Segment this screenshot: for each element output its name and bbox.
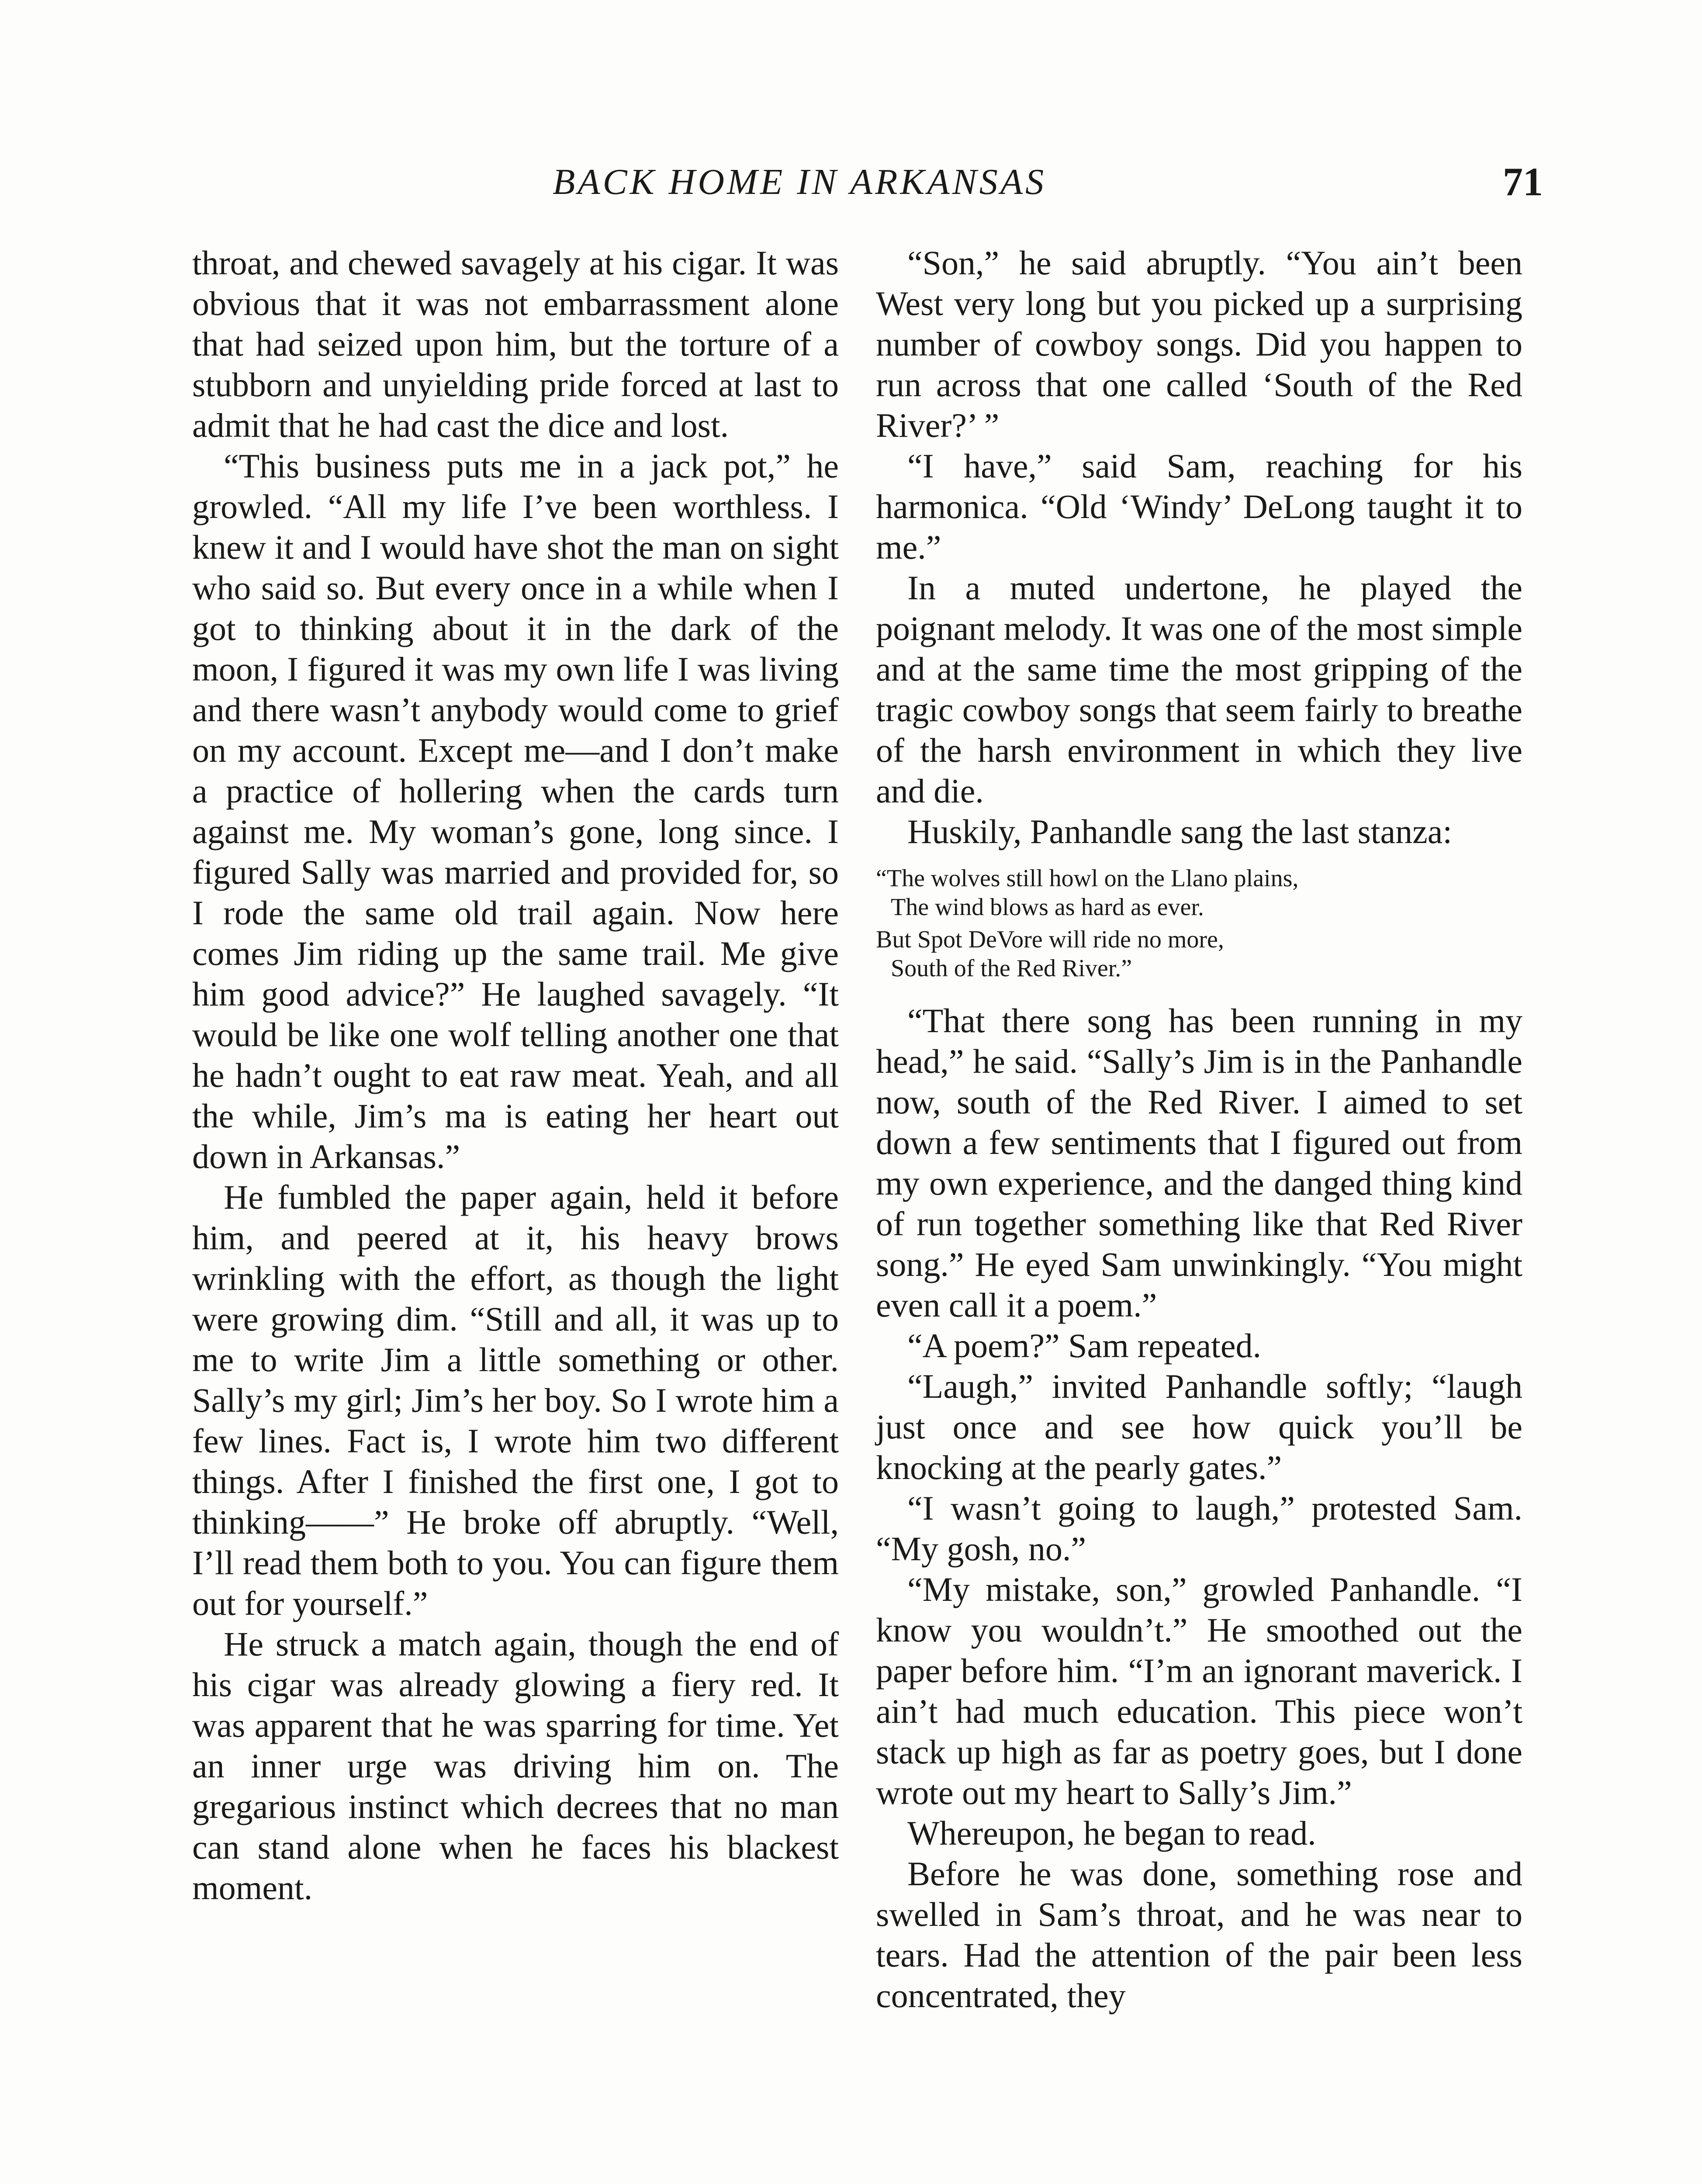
verse-line: The wind blows as hard as ever. (891, 894, 1204, 921)
paragraph: “Son,” he said abruptly. “You ain’t been West very long but you picked up a surprising number of cowboy songs. Did you happen to run across that one called ‘South of the Red River?’ ” (876, 244, 1522, 444)
right-column (876, 242, 1522, 2016)
verse-line: “The wolves still howl on the Llano plains, (876, 865, 1299, 892)
verse-line: South of the Red River.” (891, 955, 1132, 982)
paragraph: throat, and chewed savagely at his cigar. It was obvious that it was not embarrassment alone that had seized upon him, but the torture of a stubborn and unyielding pride forced at last to admit that he had cast the dice and lost. (192, 244, 839, 444)
paragraph: “Laugh,” invited Panhandle softly; “laugh just once and see how quick you’ll be knocking at the pearly gates.” (876, 1367, 1522, 1486)
paragraph: “My mistake, son,” growled Panhandle. “I know you wouldn’t.” He smoothed out the paper before him. “I’m an ignorant maverick. I ain’t had much education. This piece won’t stack up high as far as poetry goes, but I done wrote out my heart to Sally’s Jim.” (876, 1570, 1522, 1811)
paragraph: “That there song has been running in my head,” he said. “Sally’s Jim is in the Panhandle now, south of the Red River. I aimed to set down a few sentiments that I figured out from my own experience, and the danged thing kind of run together something like that Red River song.” He eyed Sam unwinkingly. “You might even call it a poem.” (876, 1002, 1522, 1324)
paragraph: “This business puts me in a jack pot,” he growled. “All my life I’ve been worthless. I knew it and I would have shot the man on sight who said so. But every once in a while when I got to thinking about it in the dark of the moon, I figured it was my own life I was living and there wasn’t anybody would come to grief on my account. Except me—and I don’t make a practice of hollering when the cards turn against me. My woman’s gone, long since. I figured Sally was married and provided for, so I rode the same old trail again. Now here comes Jim riding up the same trail. Me give him good advice?” He laughed savagely. “It would be like one wolf telling another one that he hadn’t ought to eat raw meat. Yeah, and all the while, Jim’s ma is eating her heart out down in Arkansas.” (192, 447, 839, 1175)
paragraph: Huskily, Panhandle sang the last stanza: (907, 812, 1453, 850)
verse-line: But Spot DeVore will ride no more, (876, 926, 1224, 953)
running-title: BACK HOME IN ARKANSAS (553, 162, 1047, 202)
paragraph: In a muted undertone, he played the poignant melody. It was one of the most simple and at the same time the most gripping of the tragic cowboy songs that seem fairly to breathe of the harsh environment in which they live and die. (876, 569, 1522, 810)
left-column (192, 242, 839, 1908)
paragraph: “I have,” said Sam, reaching for his harmonica. “Old ‘Windy’ DeLong taught it to me.” (876, 447, 1522, 566)
paragraph: He fumbled the paper again, held it before him, and peered at it, his heavy brows wrinkling with the effort, as though the light were growing dim. “Still and all, it was up to me to write Jim a little something or other. Sally’s my girl; Jim’s her boy. So I wrote him a few lines. Fact is, I wrote him two different things. After I finished the first one, I got to thinking——” He broke off abruptly. “Well, I’ll read them both to you. You can figure them out for yourself.” (192, 1178, 839, 1622)
paragraph: Whereupon, he began to read. (907, 1814, 1316, 1852)
paragraph: He struck a match again, though the end of his cigar was already glowing a fiery red. It was apparent that he was sparring for time. Yet an inner urge was driving him on. The gregarious instinct which decrees that no man can stand alone when he faces his blackest moment. (192, 1625, 839, 1907)
page-number: 71 (1503, 159, 1543, 204)
paragraph: Before he was done, something rose and swelled in Sam’s throat, and he was near to tears. Had the attention of the pair been less concentrated, they (876, 1855, 1522, 2015)
song-stanza (876, 864, 1522, 983)
paragraph: “A poem?” Sam repeated. (907, 1327, 1261, 1365)
paragraph: “I wasn’t going to laugh,” protested Sam. “My gosh, no.” (876, 1489, 1522, 1568)
